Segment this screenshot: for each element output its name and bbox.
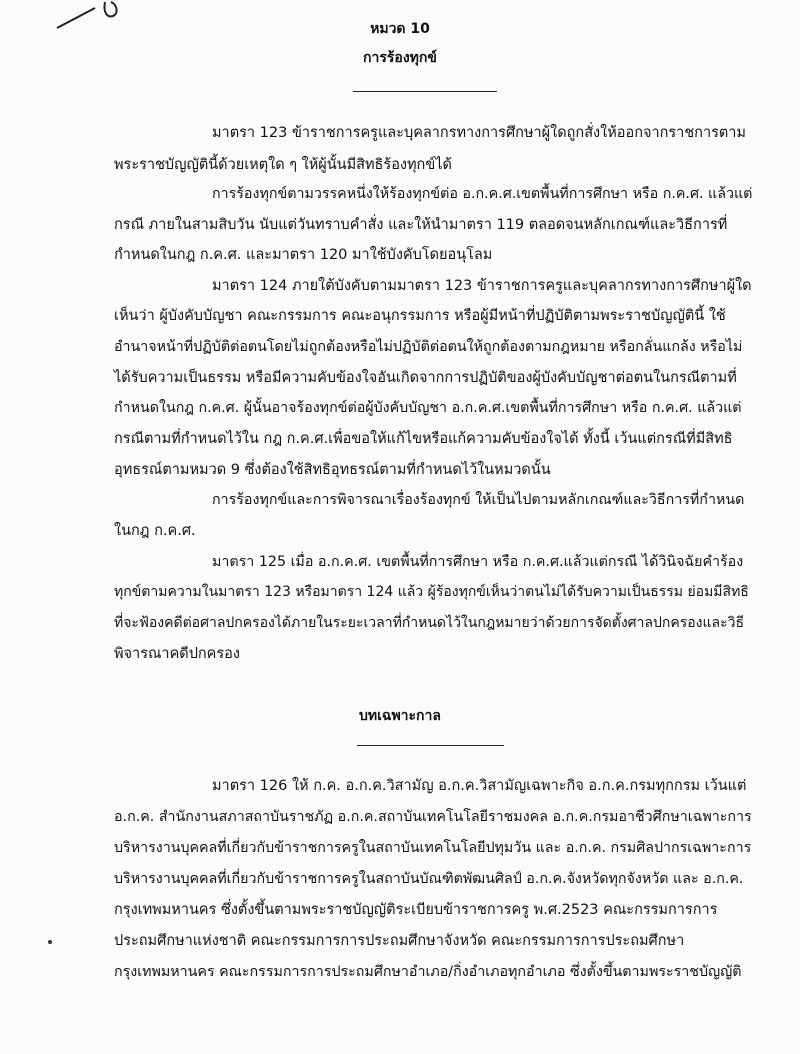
paragraph-line: พระราชบัญญัตินี้ด้วยเหตุใด ๆ ให้ผู้นั้นมีสิทธิร้องทุกข์ได้ (114, 157, 452, 173)
section-heading: บทเฉพาะกาล (359, 708, 441, 724)
paragraph-line: ได้รับความเป็นธรรม หรือมีความคับข้องใจอันเกิดจากการปฏิบัติของผู้บังคับบัญชาต่อตนในกรณีตามที่ (114, 370, 737, 386)
scan-speck (48, 940, 52, 944)
chapter-subheading: การร้องทุกข์ (363, 50, 437, 66)
paragraph-line: ที่จะฟ้องคดีต่อศาลปกครองได้ภายในระยะเวลาที่กำหนดไว้ในกฎหมายว่าด้วยการจัดตั้งศาลปกครองและวิธี (114, 615, 745, 631)
paragraph-line: มาตรา 123 ข้าราชการครูและบุคลากรทางการศึกษาผู้ใดถูกสั่งให้ออกจากราชการตาม (212, 125, 746, 141)
paragraph-line: บริหารงานบุคคลที่เกี่ยวกับข้าราชการครูในสถาบันบัณฑิตพัฒนศิลป์ อ.ก.ค.จังหวัดทุกจังหวัด และ อ.ก.ค. (114, 871, 744, 887)
paragraph-line: มาตรา 125 เมื่อ อ.ก.ค.ศ. เขตพื้นที่การศึกษา หรือ ก.ค.ศ.แล้วแต่กรณี ได้วินิจฉัยคำร้อง (212, 554, 744, 570)
paragraph-line: กรณีตามที่กำหนดไว้ใน กฎ ก.ค.ศ.เพื่อขอให้แก้ไขหรือแก้ความคับข้องใจได้ ทั้งนี้ เว้นแต่กรณีที่มีสิทธิ (114, 431, 733, 447)
chapter-heading: หมวด 10 (370, 21, 430, 37)
paragraph-line: พิจารณาคดีปกครอง (114, 646, 240, 662)
paragraph-line: ในกฎ ก.ค.ศ. (114, 523, 196, 539)
paragraph-line: การร้องทุกข์ตามวรรคหนึ่งให้ร้องทุกข์ต่อ อ.ก.ค.ศ.เขตพื้นที่การศึกษา หรือ ก.ค.ศ. แล้วแต่ (212, 186, 753, 202)
paragraph-line: กรุงเทพมหานคร คณะกรรมการการประถมศึกษาอำเภอ/กิ่งอำเภอทุกอำเภอ ซึ่งตั้งขึ้นตามพระราชบัญญัติ (114, 964, 742, 980)
paragraph-line: กำหนดในกฎ ก.ค.ศ. และมาตรา 120 มาใช้บังคับโดยอนุโลม (114, 247, 493, 263)
paragraph-line: การร้องทุกข์และการพิจารณาเรื่องร้องทุกข์ ให้เป็นไปตามหลักเกณฑ์และวิธีการที่กำหนด (212, 492, 745, 508)
paragraph-line: กรณี ภายในสามสิบวัน นับแต่วันทราบคำสั่ง และให้นำมาตรา 119 ตลอดจนหลักเกณฑ์และวิธีการที่ (114, 217, 728, 233)
paragraph-line: กรุงเทพมหานคร ซึ่งตั้งขึ้นตามพระราชบัญญัติระเบียบข้าราชการครู พ.ศ.2523 คณะกรรมการการ (114, 902, 718, 918)
paragraph-line: อ.ก.ค. สำนักงานสภาสถาบันราชภัฏ อ.ก.ค.สถาบันเทคโนโลยีราชมงคล อ.ก.ค.กรมอาชีวศึกษาเฉพาะการ (114, 809, 752, 825)
paragraph-line: เห็นว่า ผู้บังคับบัญชา คณะกรรมการ คณะอนุกรรมการ หรือผู้มีหน้าที่ปฏิบัติตามพระราชบัญญัตินี้ ใช้ (114, 308, 726, 324)
paragraph-line: อุทธรณ์ตามหมวด 9 ซึ่งต้องใช้สิทธิอุทธรณ์ตามที่กำหนดไว้ในหมวดนั้น (114, 462, 551, 478)
heading-divider (353, 91, 497, 92)
paragraph-line: บริหารงานบุคคลที่เกี่ยวกับข้าราชการครูในสถาบันเทคโนโลยีปทุมวัน และ อ.ก.ค. กรมศิลปากรเฉพาะการ (114, 840, 752, 856)
paragraph-line: ทุกข์ตามความในมาตรา 123 หรือมาตรา 124 แล้ว ผู้ร้องทุกข์เห็นว่าตนไม่ได้รับความเป็นธรรม ย่อมมีสิทธิ (114, 584, 749, 600)
paragraph-line: อำนาจหน้าที่ปฏิบัติต่อตนโดยไม่ถูกต้องหรือไม่ปฏิบัติต่อตนให้ถูกต้องตามกฎหมาย หรือกลั่นแกล้ง หรือไม่ (114, 339, 743, 355)
section-divider (357, 745, 504, 746)
paragraph-line: ประถมศึกษาแห่งชาติ คณะกรรมการการประถมศึกษาจังหวัด คณะกรรมการการประถมศึกษา (114, 933, 685, 949)
paragraph-line: มาตรา 124 ภายใต้บังคับตามมาตรา 123 ข้าราชการครูและบุคลากรทางการศึกษาผู้ใด (212, 278, 752, 294)
paragraph-line: กำหนดในกฎ ก.ค.ศ. ผู้นั้นอาจร้องทุกข์ต่อผู้บังคับบัญชา อ.ก.ค.ศ.เขตพื้นที่การศึกษา หรือ ก.ค.ศ. แล้วแต่ (114, 400, 742, 416)
paragraph-line: มาตรา 126 ให้ ก.ค. อ.ก.ค.วิสามัญ อ.ก.ค.วิสามัญเฉพาะกิจ อ.ก.ค.กรมทุกกรม เว้นแต่ (212, 778, 747, 794)
